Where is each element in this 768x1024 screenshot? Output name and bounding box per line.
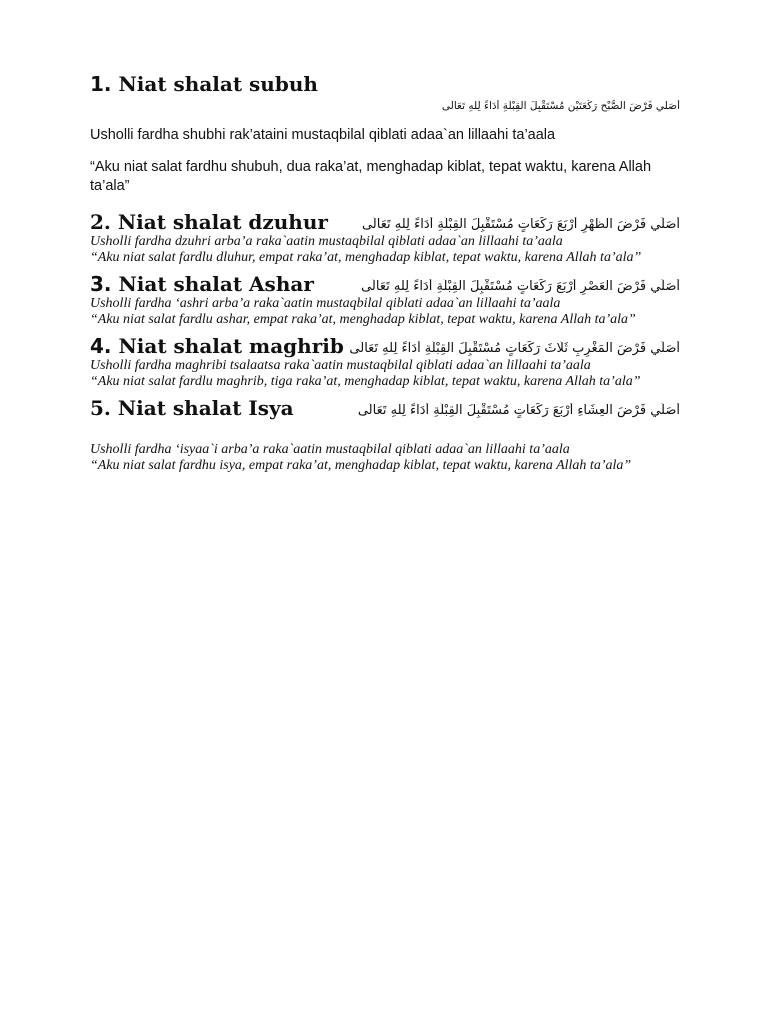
section-number: 3. [90,272,112,296]
document-page [90,72,680,474]
section-number: 1. [90,72,112,96]
section-title: Niat shalat subuh [118,72,318,96]
meaning-translation: “Aku niat salat fardlu ashar, empat raka’at, menghadap kiblat, tepat waktu, karena Allah ta’ala” [90,312,636,327]
latin-transliteration: Usholli fardha dzuhri arba’a raka`aatin mustaqbilal qiblati adaa`an lillaahi ta’aala [90,234,563,249]
section-title: Niat shalat Isya [117,396,294,420]
latin-transliteration: Usholli fardha shubhi rak’ataini mustaqbilal qiblati adaa`an lillaahi ta’aala [90,127,556,143]
section-heading [90,396,294,420]
section-dzuhur [90,210,680,266]
section-subuh [90,72,680,196]
arabic-niat: أُصَلِّي فَرْضَ الْعَصْرِ أَرْبَعَ رَكَعَاتٍ مُسْتَقْبِلَ الْقِبْلَةِ أَدَاءً لِلهِ تَعَالَى [361,279,680,294]
latin-transliteration: Usholli fardha maghribi tsalaatsa raka`aatin mustaqbilal qiblati adaa`an lillaahi ta’aala [90,358,591,373]
section-title: Niat shalat maghrib [118,334,344,358]
arabic-niat: أُصَلِّي فَرْضَ الْمَغْرِبِ ثَلَاثَ رَكَعَاتٍ مُسْتَقْبِلَ الْقِبْلَةِ أَدَاءً لِلهِ تَعَالَى [349,341,680,356]
section-heading [90,210,328,234]
latin-transliteration: Usholli fardha ‘isyaa`i arba’a raka`aatin mustaqbilal qiblati adaa`an lillaahi ta’aala [90,442,570,457]
arabic-niat: أُصَلِّي فَرْضَ الصُّبْحِ رَكْعَتَيْنِ مُسْتَقْبِلَ الْقِبْلَةِ أَدَاءً لِلهِ تَعَالَى [441,100,680,112]
section-isya [90,396,680,474]
section-title: Niat shalat Ashar [118,272,314,296]
meaning-translation: “Aku niat salat fardhu shubuh, dua raka’at, menghadap kiblat, tepat waktu, karena Allah ta’ala” [90,159,652,194]
meaning-translation: “Aku niat salat fardhu isya, empat raka’at, menghadap kiblat, tepat waktu, karena Allah ta’ala” [90,458,632,473]
section-number: 2. [90,210,111,234]
section-maghrib [90,334,680,390]
meaning-translation: “Aku niat salat fardlu dluhur, empat raka’at, menghadap kiblat, tepat waktu, karena Allah ta’ala” [90,250,642,265]
section-heading [90,334,344,358]
section-title: Niat shalat dzuhur [117,210,328,234]
section-heading [90,72,680,96]
section-number: 5. [90,396,111,420]
section-number: 4. [90,334,112,358]
meaning-translation: “Aku niat salat fardlu maghrib, tiga raka’at, menghadap kiblat, tepat waktu, karena Allah ta’ala” [90,374,641,389]
section-heading [90,272,314,296]
arabic-niat: أُصَلِّي فَرْضَ الْعِشَاءِ أَرْبَعَ رَكَعَاتٍ مُسْتَقْبِلَ الْقِبْلَةِ أَدَاءً لِلهِ تَعَالَى [357,403,680,418]
latin-transliteration: Usholli fardha ‘ashri arba’a raka`aatin mustaqbilal qiblati adaa`an lillaahi ta’aala [90,296,561,311]
section-ashar [90,272,680,328]
arabic-niat: أُصَلِّي فَرْضَ الظُّهْرِ أَرْبَعَ رَكَعَاتٍ مُسْتَقْبِلَ الْقِبْلَةِ أَدَاءً لِلهِ تَعَالَى [361,217,680,232]
